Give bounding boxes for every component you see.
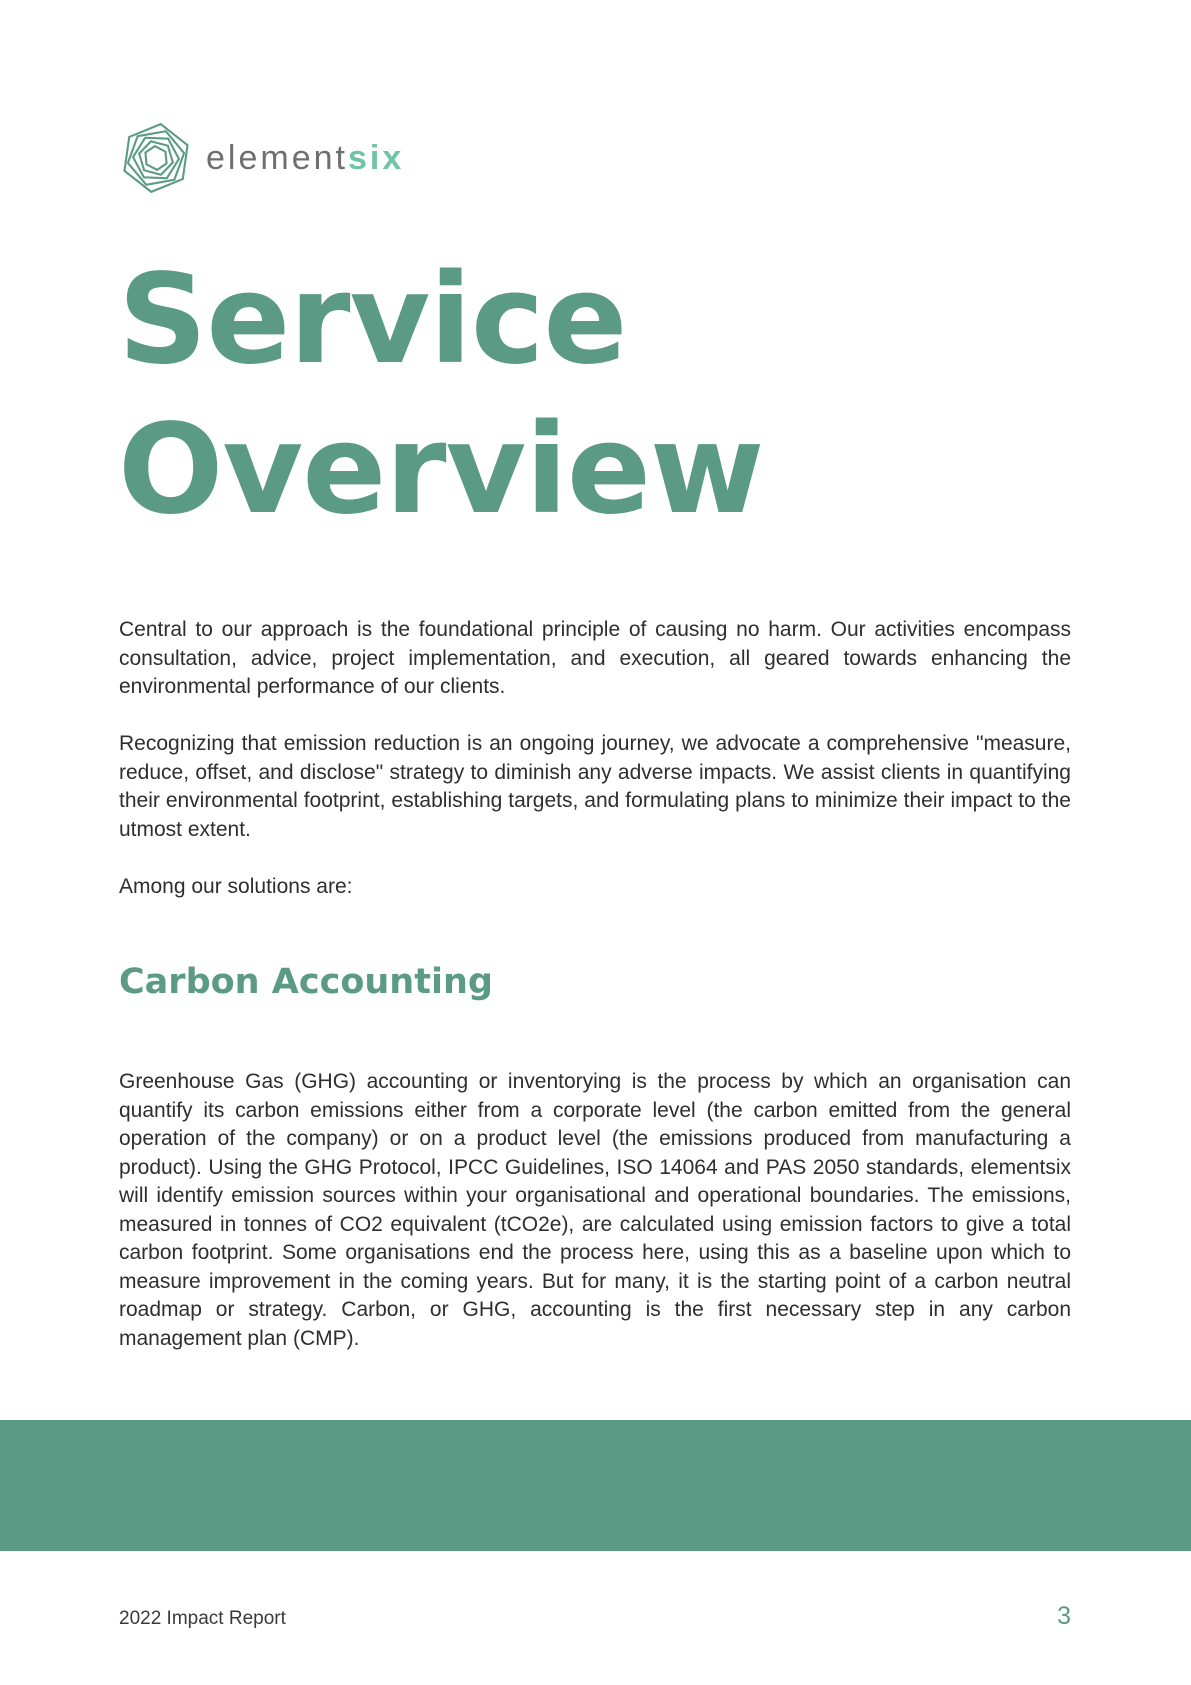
page-title-line-1: Service: [118, 248, 627, 392]
brand-logo: [118, 118, 404, 198]
page-title-line-2: Overview: [118, 398, 764, 542]
intro-paragraph-1: Central to our approach is the foundational principle of causing no harm. Our activities encompass consultation, advice, project implementation, and execution, all geared towards enhancing the environmental performance of our clients.: [119, 618, 1071, 698]
page-number: 3: [1057, 1602, 1071, 1630]
section-heading: Carbon Accounting: [119, 962, 493, 1002]
intro-paragraph-2: Recognizing that emission reduction is an ongoing journey, we advocate a comprehensive "measure, reduce, offset, and disclose" strategy to diminish any adverse impacts. We assist clients in quantifying their environmental footprint, establishing targets, and formulating plans to minimize their impact to the utmost extent.: [119, 732, 1071, 841]
intro-paragraph-3: Among our solutions are:: [119, 875, 353, 898]
brand-word-six: six: [347, 139, 405, 177]
brand-wordmark: [206, 141, 404, 175]
page-title: [118, 245, 763, 545]
brand-word-element: element: [206, 139, 348, 177]
footer-report-title: 2022 Impact Report: [119, 1608, 286, 1629]
hexagon-swirl-icon: [118, 119, 194, 197]
decorative-band: [0, 1420, 1191, 1551]
section-body: Greenhouse Gas (GHG) accounting or inventorying is the process by which an organisation can quantify its carbon emissions either from a corporate level (the carbon emitted from the general operation of the company) or on a product level (the emissions produced from manufacturing a product). Using the GHG Protocol, IPCC Guidelines, ISO 14064 and PAS 2050 standards, elementsix will identify emission sources within your organisational and operational boundaries. The emissions, measured in tonnes of CO2 equivalent (tCO2e), are calculated using emission factors to give a total carbon footprint. Some organisations end the process here, using this as a baseline upon which to measure improvement in the coming years. But for many, it is the starting point of a carbon neutral roadmap or strategy. Carbon, or GHG, accounting is the first necessary step in any carbon management plan (CMP).: [119, 1070, 1071, 1350]
